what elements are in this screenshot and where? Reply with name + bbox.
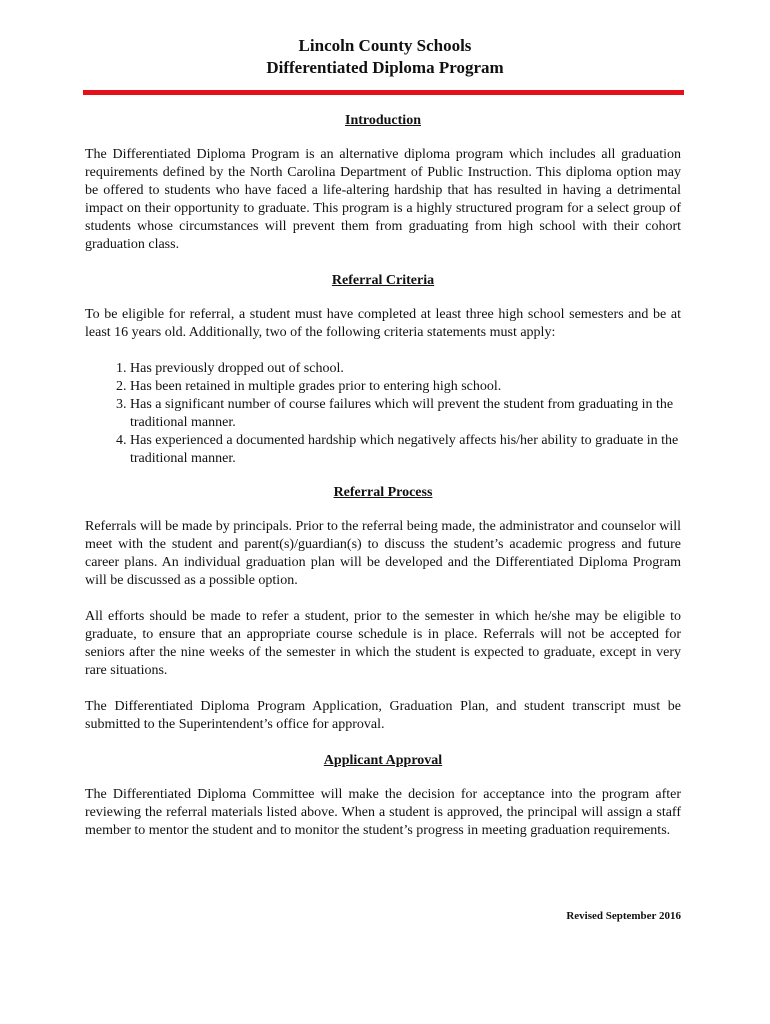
- referral-process-paragraph-3: The Differentiated Diploma Program Application, Graduation Plan, and student transcript must be submitted to the Superintendent’s office for approval.: [85, 699, 681, 732]
- section-heading-applicant-approval: Applicant Approval: [323, 753, 443, 768]
- header-divider: [83, 90, 684, 95]
- document-header: [0, 35, 770, 79]
- criteria-item: 4. Has experienced a documented hardship which negatively affects his/her ability to graduate in the traditional manner.: [130, 432, 681, 468]
- referral-process-paragraph-1: Referrals will be made by principals. Prior to the referral being made, the administrator and counselor will meet with the student and parent(s)/guardian(s) to discuss the student’s academic progress and future career plans. An individual graduation plan will be developed and the Differentiated Diploma Program will be discussed as a possible option.: [85, 519, 681, 588]
- criteria-list: [85, 360, 681, 468]
- document-title: Lincoln County Schools: [298, 36, 472, 55]
- introduction-paragraph: The Differentiated Diploma Program is an alternative diploma program which includes all graduation requirements defined by the North Carolina Department of Public Instruction. This diploma option may be offered to students who have faced a life-altering hardship that has resulted in having a detrimental impact on their opportunity to graduate. This program is a highly structured program for a select group of students whose circumstances will prevent them from graduating from high school with their cohort graduation class.: [85, 147, 681, 252]
- revised-date: Revised September 2016: [566, 910, 681, 922]
- section-heading-referral-process: Referral Process: [333, 485, 433, 500]
- referral-criteria-paragraph: To be eligible for referral, a student must have completed at least three high school semesters and be at least 16 years old. Additionally, two of the following criteria statements must apply:: [85, 307, 681, 340]
- document-subtitle: Differentiated Diploma Program: [266, 58, 504, 77]
- criteria-item: 3. Has a significant number of course failures which will prevent the student from graduating in the traditional manner.: [130, 396, 681, 432]
- referral-process-paragraph-2: All efforts should be made to refer a student, prior to the semester in which he/she may be eligible to graduate, to ensure that an appropriate course schedule is in place. Referrals will not be accepted for seniors after the nine weeks of the semester in which the student is expected to graduate, except in very rare situations.: [85, 609, 681, 678]
- document-body: [85, 112, 681, 858]
- criteria-item: 2. Has been retained in multiple grades prior to entering high school.: [130, 378, 681, 396]
- section-heading-referral-criteria: Referral Criteria: [331, 273, 435, 288]
- section-heading-introduction: Introduction: [345, 113, 421, 128]
- criteria-item: 1. Has previously dropped out of school.: [130, 360, 681, 378]
- applicant-approval-paragraph: The Differentiated Diploma Committee will make the decision for acceptance into the program after reviewing the referral materials listed above. When a student is approved, the principal will assign a staff member to mentor the student and to monitor the student’s progress in meeting graduation requirements.: [85, 787, 681, 838]
